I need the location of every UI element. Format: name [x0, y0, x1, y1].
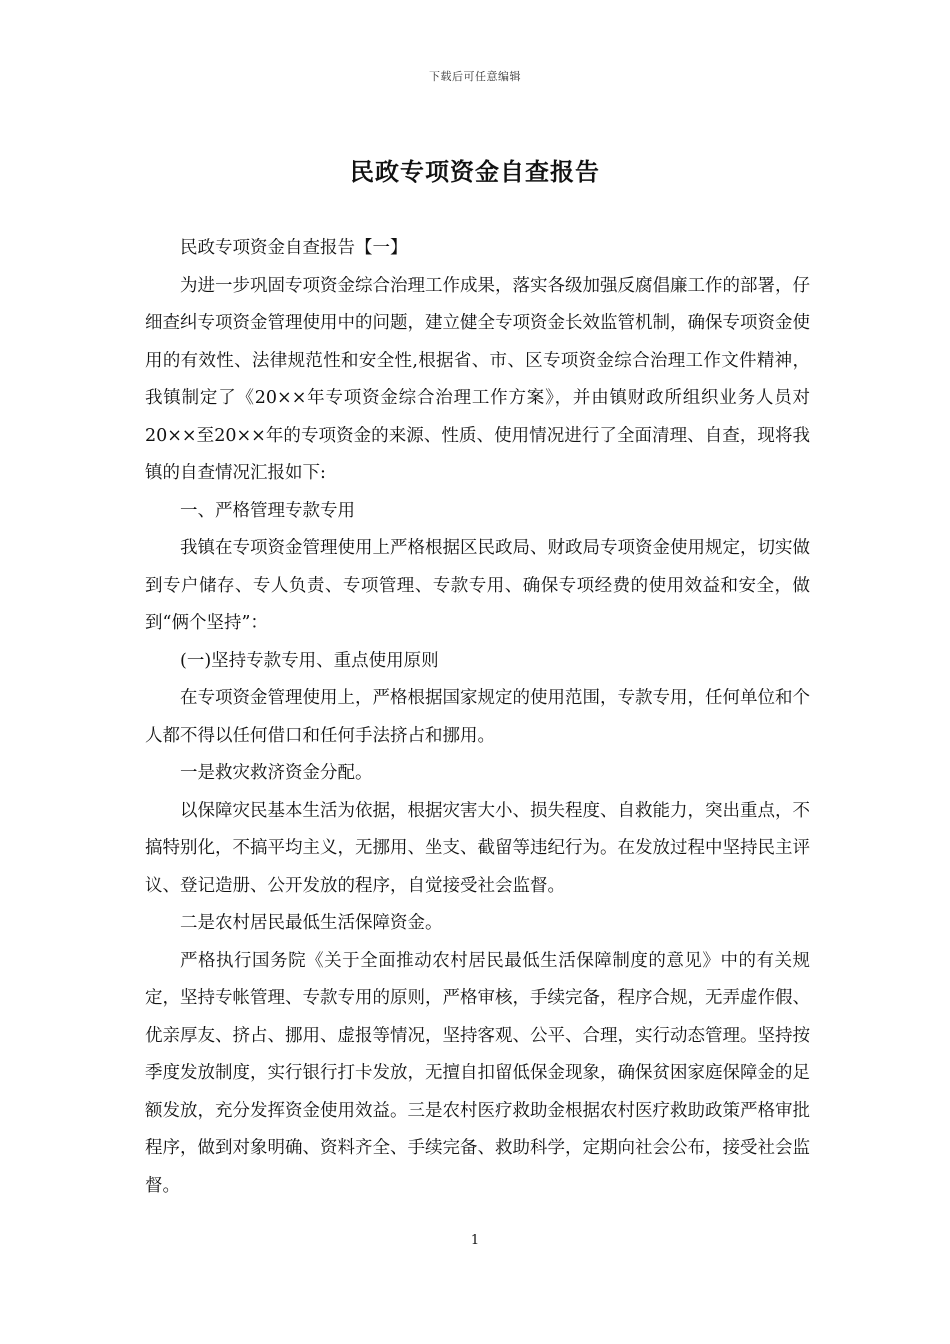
document-title: 民政专项资金自查报告: [350, 157, 600, 186]
body-paragraph: 严格执行国务院《关于全面推动农村居民最低生活保障制度的意见》中的有关规定，坚持专帐管理、专款专用的原则，严格审核，手续完备，程序合规，无弄虚作假、优亲厚友、挤占、挪用、虚报等情况，坚持客观、公平、合理，实行动态管理。坚持按季度发放制度，实行银行打卡发放，无擅自扣留低保金现象，确保贫困家庭保障金的足额发放，充分发挥资金使用效益。三是农村医疗救助金根据农村医疗救助政策严格审批程序，做到对象明确、资料齐全、手续完备、救助科学，定期向社会公布，接受社会监督。: [145, 950, 810, 1196]
section-heading: 一、严格管理专款专用: [180, 500, 355, 521]
body-paragraph: 为进一步巩固专项资金综合治理工作成果，落实各级加强反腐倡廉工作的部署，仔细查纠专项资金管理使用中的问题，建立健全专项资金长效监管机制，确保专项资金使用的有效性、法律规范性和安全性,根据省、市、区专项资金综合治理工作文件精神，我镇制定了《20××年专项资金综合治理工作方案》，并由镇财政所组织业务人员对20××至20××年的专项资金的来源、性质、使用情况进行了全面清理、自查，现将我镇的自查情况汇报如下:: [145, 275, 810, 483]
body-paragraph: 在专项资金管理使用上，严格根据国家规定的使用范围，专款专用，任何单位和个人都不得以任何借口和任何手法挤占和挪用。: [145, 688, 810, 746]
document-body: [145, 230, 810, 1205]
body-paragraph: 以保障灾民基本生活为依据，根据灾害大小、损失程度、自救能力，突出重点，不搞特别化，不搞平均主义，无挪用、坐支、截留等违纪行为。在发放过程中坚持民主评议、登记造册、公开发放的程序，自觉接受社会监督。: [145, 800, 810, 896]
page-number: 1: [470, 1233, 480, 1248]
body-paragraph: 我镇在专项资金管理使用上严格根据区民政局、财政局专项资金使用规定，切实做到专户储存、专人负责、专项管理、专款专用、确保专项经费的使用效益和安全，做到“俩个坚持”：: [145, 538, 810, 633]
item-heading: 二是农村居民最低生活保障资金。: [180, 913, 443, 933]
section-heading: 民政专项资金自查报告【一】: [180, 238, 408, 258]
subsection-heading: (一)坚持专款专用、重点使用原则: [180, 650, 439, 671]
item-heading: 一是救灾救济资金分配。: [180, 763, 373, 783]
page-header-note: 下载后可任意编辑: [429, 70, 521, 83]
